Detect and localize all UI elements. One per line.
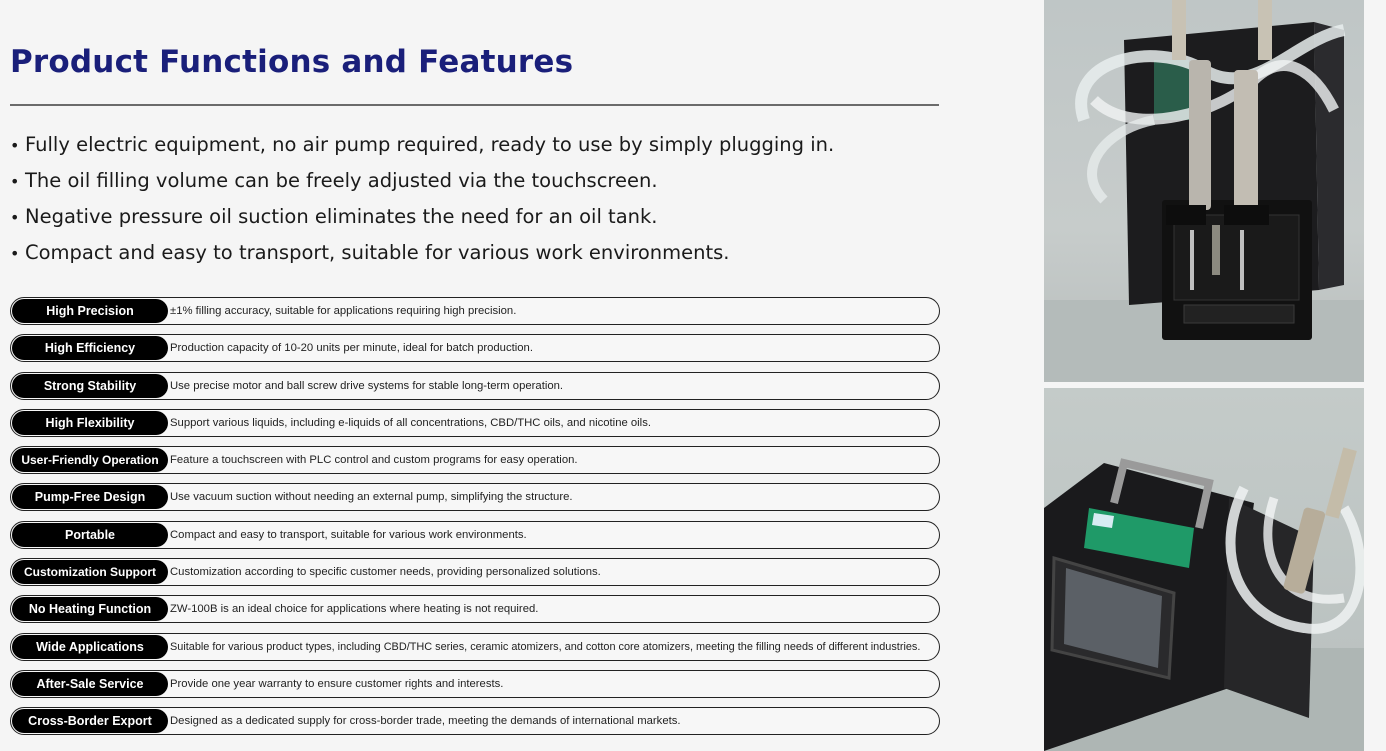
feature-label: Customization Support	[12, 560, 168, 584]
feature-desc: ±1% filling accuracy, suitable for applications requiring high precision.	[170, 305, 517, 317]
feature-label: Pump-Free Design	[12, 485, 168, 509]
feature-desc: Feature a touchscreen with PLC control and custom programs for easy operation.	[170, 454, 578, 467]
feature-row	[10, 483, 940, 511]
feature-desc: Use vacuum suction without needing an external pump, simplifying the structure.	[170, 491, 573, 504]
bullet-item: • Fully electric equipment, no air pump required, ready to use by simply plugging in.	[10, 133, 835, 156]
product-photo-side	[1044, 388, 1364, 751]
feature-label: Wide Applications	[12, 635, 168, 659]
feature-label: High Efficiency	[12, 336, 168, 360]
feature-row	[10, 372, 940, 400]
title-divider	[10, 104, 939, 106]
feature-desc: Use precise motor and ball screw drive systems for stable long-term operation.	[170, 379, 564, 392]
feature-row	[10, 297, 940, 325]
feature-row	[10, 595, 940, 623]
feature-label: Strong Stability	[12, 374, 168, 398]
feature-label: No Heating Function	[12, 597, 168, 621]
feature-label: Portable	[12, 523, 168, 547]
feature-row	[10, 521, 940, 549]
feature-list	[10, 297, 940, 745]
feature-label: User-Friendly Operation	[12, 448, 168, 472]
bullet-item: • The oil filling volume can be freely adjusted via the touchscreen.	[10, 169, 658, 192]
feature-label: High Flexibility	[12, 411, 168, 435]
filling-machine-side-illustration	[1044, 388, 1364, 751]
feature-desc: Support various liquids, including e-liquids of all concentrations, CBD/THC oils, and nicotine oils.	[170, 416, 651, 429]
feature-row	[10, 707, 940, 735]
bullet-list	[10, 130, 834, 274]
product-photo-front	[1044, 0, 1364, 382]
feature-row	[10, 334, 940, 362]
feature-label: Cross-Border Export	[12, 709, 168, 733]
feature-desc: Compact and easy to transport, suitable for various work environments.	[170, 528, 527, 541]
feature-row	[10, 409, 940, 437]
feature-desc: Production capacity of 10-20 units per minute, ideal for batch production.	[170, 342, 533, 355]
feature-desc: Designed as a dedicated supply for cross-border trade, meeting the demands of international markets.	[170, 715, 681, 728]
feature-row	[10, 670, 940, 698]
feature-label: High Precision	[12, 299, 168, 323]
feature-desc: ZW-100B is an ideal choice for applications where heating is not required.	[170, 603, 539, 616]
feature-label: After-Sale Service	[12, 672, 168, 696]
feature-row	[10, 633, 940, 661]
bullet-item: • Negative pressure oil suction eliminates the need for an oil tank.	[10, 205, 658, 228]
filling-machine-front-illustration	[1044, 0, 1364, 382]
feature-desc: Suitable for various product types, including CBD/THC series, ceramic atomizers, and cotton core atomizers, meeting the filling needs of different industries.	[170, 640, 921, 653]
bullet-item: • Compact and easy to transport, suitable for various work environments.	[10, 241, 730, 264]
feature-row	[10, 558, 940, 586]
page-title: Product Functions and Features	[10, 44, 574, 80]
feature-desc: Customization according to specific customer needs, providing personalized solutions.	[170, 566, 601, 579]
feature-desc: Provide one year warranty to ensure customer rights and interests.	[170, 677, 504, 690]
feature-row	[10, 446, 940, 474]
